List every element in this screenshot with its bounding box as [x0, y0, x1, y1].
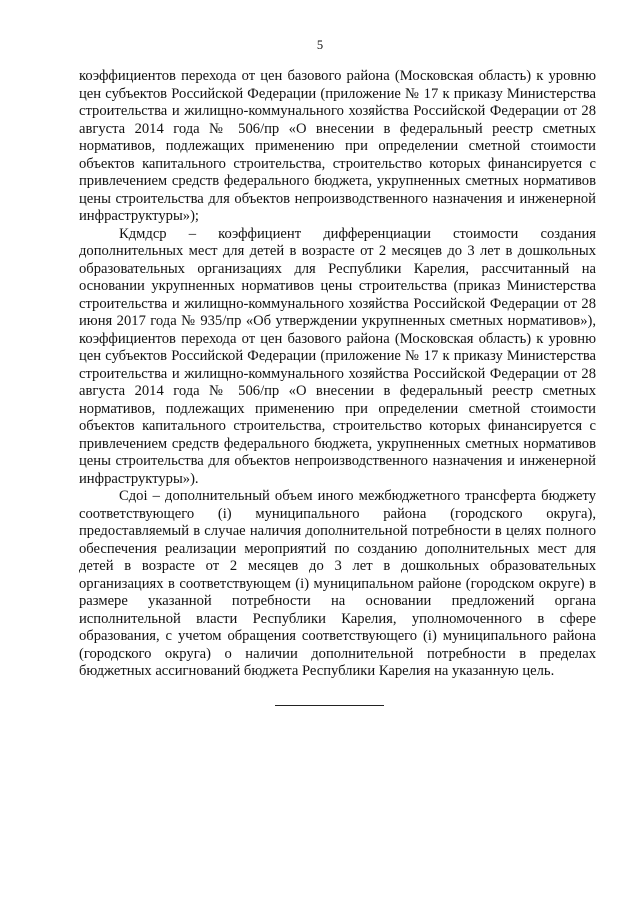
page-number: 5 — [316, 38, 324, 52]
paragraph-kdmdsr-definition: Кдмдср – коэффициент дифференциации стоимости создания дополнительных мест для детей в возрасте от 2 месяцев до 3 лет в дошкольных образовательных организациях для Республики Карелия, рассчитанный на основании укрупненных нормативов цены строительства (приказ Министерства строительства и жилищно-коммунального хозяйства Российской Федерации от 28 июня 2017 года № 935/пр «Об утверждении укрупненных сметных нормативов»), коэффициентов перехода от цен базового района (Московская область) к уровню цен субъектов Российской Федерации (приложение № 17 к приказу Министерства строительства и жилищно-коммунального хозяйства Российской Федерации от 28 августа 2014 года № 506/пр «О внесении в федеральный реестр сметных нормативов, подлежащих применению при определении сметной стоимости объектов капитального строительства, строительство которых финансируется с привлечением средств федерального бюджета, укрупненных сметных нормативов цены строительства для объектов непроизводственного назначения и инженерной инфраструктуры»). — [79, 225, 596, 487]
end-divider-line — [275, 705, 384, 706]
paragraph-continuation: коэффициентов перехода от цен базового района (Московская область) к уровню цен субъектов Российской Федерации (приложение № 17 к приказу Министерства строительства и жилищно-коммунального хозяйства Российской Федерации от 28 августа 2014 года № 506/пр «О внесении в федеральный реестр сметных нормативов, подлежащих применению при определении сметной стоимости объектов капитального строительства, строительство которых финансируется с привлечением средств федерального бюджета, укрупненных сметных нормативов цены строительства для объектов непроизводственного назначения и инженерной инфраструктуры»); — [79, 68, 596, 224]
paragraph-sdoi-definition: Сдоi – дополнительный объем иного межбюджетного трансферта бюджету соответствующего (i) муниципального района (городского округа), предоставляемый в случае наличия дополнительной потребности в целях полного обеспечения реализации мероприятий по созданию дополнительных мест для детей в возрасте от 2 месяцев до 3 лет в дошкольных образовательных организациях в соответствующем (i) муниципальном районе (городском округе) в размере указанной потребности на основании предложений органа исполнительной власти Республики Карелия, уполномоченного в сфере образования, с учетом обращения соответствующего (i) муниципального района (городского округа) о наличии дополнительной потребности в пределах бюджетных ассигнований бюджета Республики Карелия на указанную цель. — [79, 488, 596, 679]
document-body — [79, 68, 596, 681]
